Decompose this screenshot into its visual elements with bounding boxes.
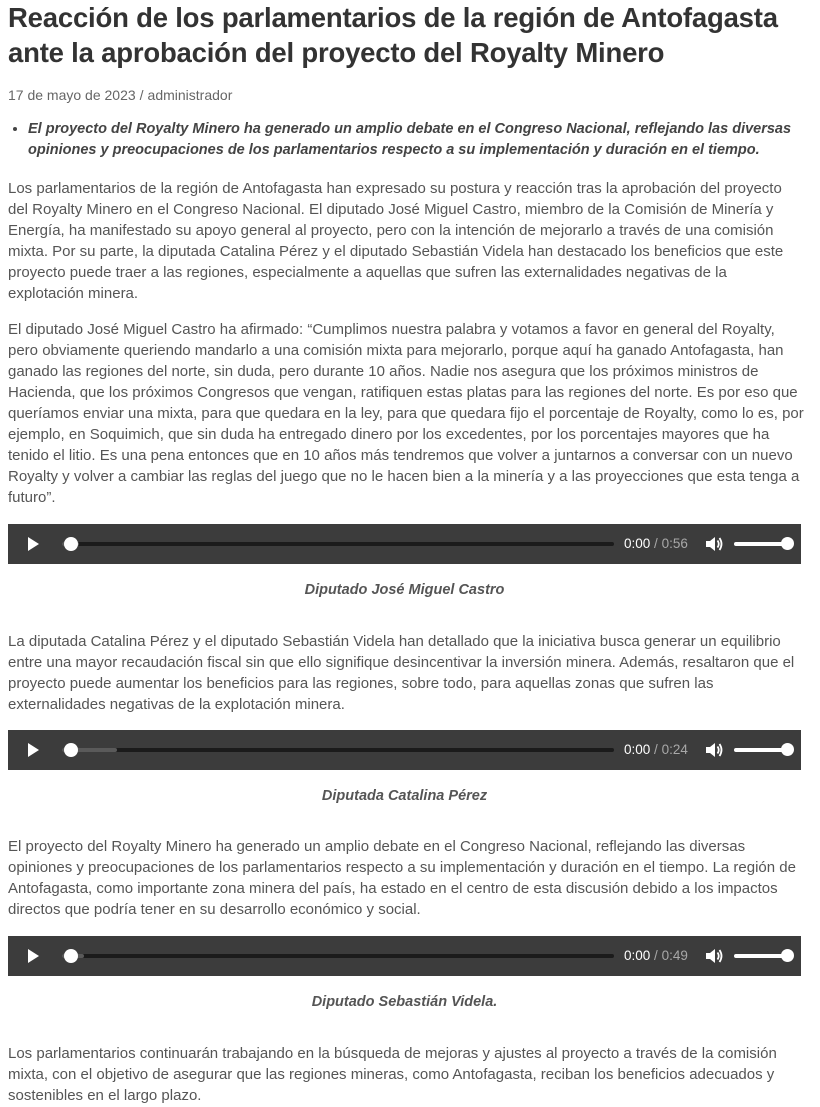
paragraph-debate: El proyecto del Royalty Minero ha generado un amplio debate en el Congreso Nacional, reflejando las diversas opiniones y preocupaciones de los parlamentarios respecto a su implementación y duración en el tiempo. La región de Antofagasta, como importante zona minera del país, ha estado en el centro de esta discusión debido a los impactos directos que podría tener en su desarrollo económico y social.: [8, 838, 796, 918]
summary-item: • El proyecto del Royalty Minero ha generado un amplio debate en el Congreso Nacional, reflejando las diversas opiniones y preocupaciones de los parlamentarios respecto a su implementación y duración en el tiempo.: [28, 119, 804, 161]
progress-thumb[interactable]: [64, 949, 78, 963]
audio-player-perez: [8, 730, 801, 770]
play-icon[interactable]: [25, 536, 41, 552]
volume-thumb[interactable]: [781, 949, 794, 962]
paragraph-intro: Los parlamentarios de la región de Antofagasta han expresado su postura y reacción tras la aprobación del proyecto del Royalty Minero en el Congreso Nacional. El diputado José Miguel Castro, miembro de la Comisión de Minería y Energía, ha manifestado su apoyo general al proyecto, pero con la intención de mejorarlo a través de una comisión mixta. Por su parte, la diputada Catalina Pérez y el diputado Sebastián Videla han destacado los beneficios que este proyecto puede traer a las regiones, especialmente a aquellas que sufren las externalidades negativas de la explotación minera.: [8, 180, 784, 302]
article-title: Reacción de los parlamentarios de la región de Antofagasta ante la aprobación del proyecto del Royalty Minero: [8, 2, 778, 68]
play-icon[interactable]: [25, 742, 41, 758]
current-time: 0:00: [624, 948, 651, 963]
current-time: 0:00: [624, 536, 651, 551]
current-time: 0:00: [624, 742, 651, 757]
total-time: 0:49: [661, 948, 688, 963]
play-icon[interactable]: [25, 948, 41, 964]
progress-thumb[interactable]: [64, 537, 78, 551]
time-slash: /: [654, 948, 658, 963]
audio-player-castro: [8, 524, 801, 564]
time-display: [624, 535, 688, 553]
volume-icon[interactable]: [705, 947, 724, 965]
time-display: [624, 947, 688, 965]
paragraph-perez-videla: La diputada Catalina Pérez y el diputado Sebastián Videla han detallado que la iniciativa busca generar un equilibrio entre una mayor recaudación fiscal sin que ello signifique desincentivar la inversión minera. Además, resaltaron que el proyecto puede aumentar los beneficios para las regiones, sobre todo, para aquellas zonas que sufren las externalidades negativas de la explotación minera.: [8, 633, 795, 713]
time-slash: /: [654, 536, 658, 551]
meta-separator: /: [139, 87, 144, 103]
caption-perez: Diputada Catalina Pérez: [321, 788, 488, 804]
volume-thumb[interactable]: [781, 743, 794, 756]
caption-castro: Diputado José Miguel Castro: [304, 582, 505, 598]
caption-videla: Diputado Sebastián Videla.: [311, 994, 498, 1010]
article-author[interactable]: administrador: [147, 87, 233, 103]
progress-track[interactable]: [62, 748, 614, 752]
progress-track[interactable]: [62, 954, 614, 958]
time-slash: /: [654, 742, 658, 757]
article: [8, 0, 804, 1106]
paragraph-castro-quote: El diputado José Miguel Castro ha afirmado: “Cumplimos nuestra palabra y votamos a favor en general del Royalty, pero obviamente queriendo mandarlo a una comisión mixta para mejorarlo, porque aquí ha ganado Antofagasta, han ganado las regiones del norte, sin duda, pero durante 10 años. Nadie nos asegura que los próximos ministros de Hacienda, que los próximos Congresos que vengan, ratifiquen estas platas para las regiones del norte. Es por eso que queríamos enviar una mixta, para que quedara en la ley, para que quedara fijo el porcentaje de Royalty, como lo es, por ejemplo, en Soquimich, que sin duda ha entregado dinero por los excedentes, por los porcentajes mayores que ha tenido el litio. Es una pena entonces que en 10 años más tendremos que volver a juntarnos a conversar con un nuevo Royalty y volver a cambiar las reglas del juego que no le hacen bien a la minería y a las proyecciones que esta tenga a futuro”.: [8, 321, 804, 506]
summary-list: [8, 119, 804, 161]
audio-player-videla: [8, 936, 801, 976]
volume-icon[interactable]: [705, 535, 724, 553]
article-date[interactable]: 17 de mayo de 2023: [8, 87, 136, 103]
volume-icon[interactable]: [705, 741, 724, 759]
total-time: 0:24: [661, 742, 688, 757]
paragraph-closing: Los parlamentarios continuarán trabajando en la búsqueda de mejoras y ajustes al proyecto a través de la comisión mixta, con el objetivo de asegurar que las regiones mineras, como Antofagasta, reciban los beneficios adecuados y sostenibles en el largo plazo.: [8, 1045, 777, 1104]
time-display: [624, 741, 688, 759]
progress-track[interactable]: [62, 542, 614, 546]
progress-thumb[interactable]: [64, 743, 78, 757]
article-meta: [8, 85, 804, 105]
volume-thumb[interactable]: [781, 537, 794, 550]
total-time: 0:56: [661, 536, 688, 551]
